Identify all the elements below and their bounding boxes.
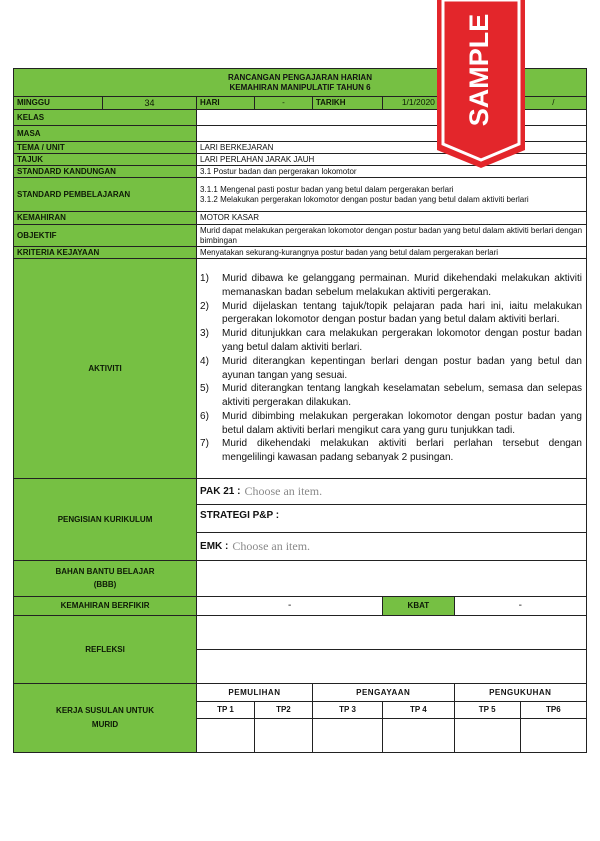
objektif-label: OBJEKTIF	[14, 225, 197, 247]
kbat-label: KBAT	[383, 597, 454, 616]
tp1-cell[interactable]	[197, 719, 255, 753]
bbb-label	[14, 561, 197, 597]
sk-value: 3.1 Postur badan dan pergerakan lokomotor	[197, 166, 587, 178]
aktiviti-label: AKTIVITI	[14, 259, 197, 479]
susulan-label-line-1: KERJA SUSULAN UNTUK	[56, 705, 154, 715]
sp-line-1: 3.1.1 Mengenal pasti postur badan yang betul dalam pergerakan berlari	[200, 185, 454, 195]
title-line-2: KEMAHIRAN MANIPULATIF TAHUN 6	[229, 82, 371, 92]
hari-label: HARI	[197, 97, 255, 110]
sp-line-2: 3.1.2 Melakukan pergerakan lokomotor dengan postur badan yang betul dalam aktiviti berlari	[200, 194, 529, 204]
aktiviti-item: 7) Murid dikehendaki melakukan aktiviti berlari perlahan tersebut dengan mengelilingi kawasan padang sebanyak 2 pusingan.	[200, 438, 582, 464]
strategi-row[interactable]	[197, 505, 587, 533]
tp2-header: TP2	[254, 702, 312, 719]
aktiviti-content	[197, 259, 587, 479]
susulan-label-line-2: MURID	[91, 720, 119, 729]
sample-text: SAMPLE	[464, 13, 495, 127]
title-line-1: RANCANGAN PENGAJARAN HARIAN	[227, 73, 372, 83]
aktiviti-item: 5) Murid diterangkan tentang langkah keselamatan sebelum, semasa dan selepas aktiviti pergerakan dilakukan.	[200, 383, 582, 409]
pak21-dropdown[interactable]: Choose an item.	[244, 483, 323, 498]
rph-table	[13, 68, 587, 753]
masa-tail-value: /	[520, 97, 586, 110]
hari-value: -	[254, 97, 312, 110]
refleksi-line-1[interactable]	[197, 616, 587, 650]
bbb-label-line-1: BAHAN BANTU BELAJAR	[55, 566, 155, 576]
tp5-cell[interactable]	[454, 719, 520, 753]
kemahiran-label: KEMAHIRAN	[14, 212, 197, 225]
tp1-header: TP 1	[197, 702, 255, 719]
pemulihan-header: PEMULIHAN	[197, 684, 313, 702]
pengayaan-header: PENGAYAAN	[312, 684, 454, 702]
tajuk-value: LARI PERLAHAN JARAK JAUH	[197, 154, 587, 166]
strategi-label: STRATEGI P&P :	[200, 510, 280, 521]
bbb-value[interactable]	[197, 561, 587, 597]
aktiviti-item: 4) Murid diterangkan kepentingan berlari dengan postur badan yang betul dan ayunan tangan yang sesuai.	[200, 355, 582, 381]
tema-label: TEMA / UNIT	[14, 142, 197, 154]
berfikir-value[interactable]: -	[197, 597, 383, 616]
refleksi-line-2[interactable]	[197, 650, 587, 684]
sk-label: STANDARD KANDUNGAN	[14, 166, 197, 178]
tajuk-label: TAJUK	[14, 154, 197, 166]
tp3-header: TP 3	[312, 702, 382, 719]
tema-value: LARI BERKEJARAN	[197, 142, 587, 154]
masa-label: MASA	[14, 126, 197, 142]
emk-row	[197, 533, 587, 561]
tp3-cell[interactable]	[312, 719, 382, 753]
emk-dropdown[interactable]: Choose an item.	[232, 538, 311, 553]
tp5-header: TP 5	[454, 702, 520, 719]
tp4-header: TP 4	[383, 702, 454, 719]
bbb-label-line-2: (BBB)	[93, 579, 117, 589]
tp2-cell[interactable]	[254, 719, 312, 753]
tp4-cell[interactable]	[383, 719, 454, 753]
tarikh-value: 1/1/2020	[383, 97, 454, 110]
susulan-label	[14, 684, 197, 753]
tp6-header: TP6	[520, 702, 586, 719]
aktiviti-item: 2) Murid dijelaskan tentang tajuk/topik pelajaran pada hari ini, iaitu melakukan pergerakan lokomotor dengan postur badan yang betul dalam aktiviti berlari.	[200, 300, 582, 326]
pak21-label: PAK 21 :	[200, 485, 241, 497]
kelas-value[interactable]	[197, 110, 587, 126]
sample-watermark	[437, 0, 525, 168]
kelas-label: KELAS	[14, 110, 197, 126]
aktiviti-list	[197, 270, 586, 467]
aktiviti-item: 1) Murid dibawa ke gelanggang permainan. Murid dikehendaki melakukan aktiviti memanaskan badan sebelum melakukan aktiviti pergerakan.	[200, 272, 582, 298]
aktiviti-item: 3) Murid ditunjukkan cara melakukan pergerakan lokomotor dengan postur badan yang betul dalam aktiviti berlari.	[200, 328, 582, 353]
refleksi-label: REFLEKSI	[14, 616, 197, 684]
kemahiran-value: MOTOR KASAR	[197, 212, 587, 225]
sp-value	[197, 178, 587, 212]
kriteria-value: Menyatakan sekurang-kurangnya postur badan yang betul dalam pergerakan berlari	[197, 247, 587, 259]
sp-label: STANDARD PEMBELAJARAN	[14, 178, 197, 212]
masa-value[interactable]	[197, 126, 587, 142]
aktiviti-item: 6) Murid dibimbing melakukan pergerakan lokomotor dengan postur badan yang betul dalam aktiviti berlari mengikut cara yang guru tunjukkan tadi.	[200, 410, 582, 436]
kurikulum-label: PENGISIAN KURIKULUM	[14, 479, 197, 561]
kriteria-label: KRITERIA KEJAYAAN	[14, 247, 197, 259]
minggu-value: 34	[102, 97, 196, 110]
pak21-row	[197, 479, 587, 505]
pengukuhan-header: PENGUKUHAN	[454, 684, 586, 702]
emk-label: EMK :	[200, 540, 229, 552]
minggu-label: MINGGU	[14, 97, 103, 110]
objektif-value: Murid dapat melakukan pergerakan lokomotor dengan postur badan yang betul dalam aktiviti berlari dengan bimbingan	[197, 225, 587, 247]
tp6-cell[interactable]	[520, 719, 586, 753]
kbat-value[interactable]: -	[454, 597, 586, 616]
tarikh-label: TARIKH	[312, 97, 382, 110]
berfikir-label: KEMAHIRAN BERFIKIR	[14, 597, 197, 616]
